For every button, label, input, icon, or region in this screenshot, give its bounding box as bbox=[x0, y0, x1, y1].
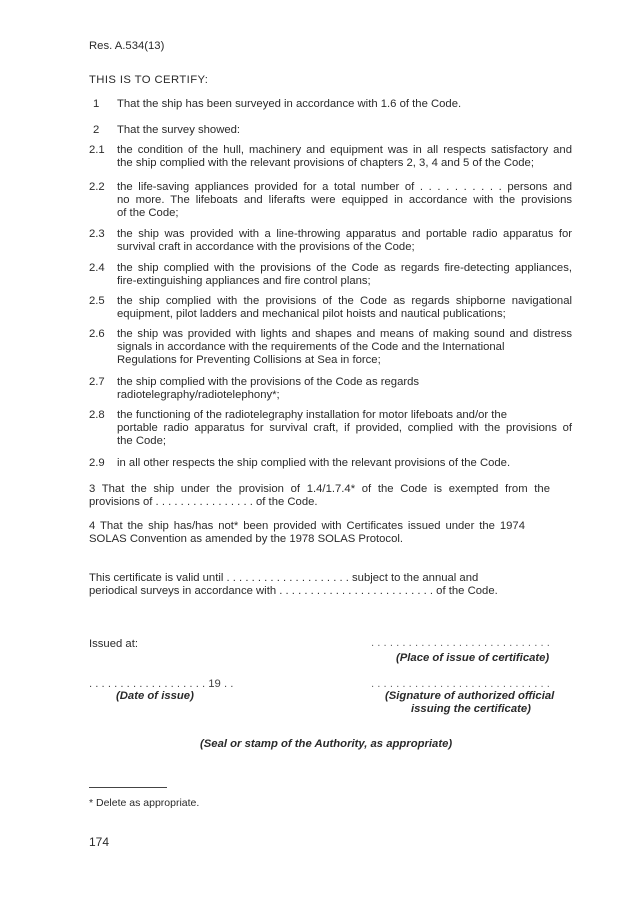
item-text: the life-saving appliances provided for a total number of . . . . . . . . . . persons and bbox=[117, 181, 572, 193]
item-text: the ship complied with the provisions of the Code as regards shipborne navigational bbox=[117, 295, 572, 307]
paragraph-line: SOLAS Convention as amended by the 1978 SOLAS Protocol. bbox=[89, 533, 403, 545]
footnote: * Delete as appropriate. bbox=[89, 797, 200, 809]
item-text: no more. The lifeboats and liferafts were equipped in accordance with the provisions bbox=[117, 194, 572, 206]
item-text: fire-extinguishing appliances and fire control plans; bbox=[117, 275, 371, 287]
seal-caption: (Seal or stamp of the Authority, as appropriate) bbox=[200, 738, 453, 750]
paragraph-line: 3 That the ship under the provision of 1.4/1.7.4* of the Code is exempted from the bbox=[89, 483, 550, 495]
item-text: of the Code; bbox=[117, 207, 179, 219]
paragraph-line: provisions of . . . . . . . . . . . . . . . . of the Code. bbox=[89, 496, 318, 508]
validity-paragraph bbox=[89, 572, 549, 598]
certify-heading: THIS IS TO CERTIFY: bbox=[89, 74, 209, 86]
page-number: 174 bbox=[89, 835, 110, 849]
item-text: survival craft in accordance with the provisions of the Code; bbox=[117, 241, 415, 253]
place-of-issue-caption: (Place of issue of certificate) bbox=[396, 652, 550, 664]
item-text: That the survey showed: bbox=[117, 124, 241, 136]
item-number: 2.7 bbox=[89, 376, 105, 388]
item-text: signals in accordance with the requirements of the Code and the International bbox=[117, 341, 505, 353]
item-text: the ship complied with the provisions of the Code as regards bbox=[117, 376, 420, 388]
signature-caption: issuing the certificate) bbox=[411, 703, 531, 715]
solas-paragraph bbox=[89, 520, 525, 546]
footnote-divider bbox=[89, 787, 167, 788]
paragraph-line: periodical surveys in accordance with . . . . . . . . . . . . . . . . . . . . . . . . . of the Code. bbox=[89, 585, 498, 597]
item-number: 2.5 bbox=[89, 295, 105, 307]
item-text: the Code; bbox=[117, 435, 166, 447]
item-text: the ship complied with the relevant provisions of chapters 2, 3, 4 and 5 of the Code; bbox=[117, 157, 534, 169]
item-text: the ship was provided with a line-throwing apparatus and portable radio apparatus for bbox=[117, 228, 572, 240]
exemption-paragraph bbox=[89, 483, 550, 509]
item-text: the functioning of the radiotelegraphy installation for motor lifeboats and/or the bbox=[117, 409, 507, 421]
item-number: 2.9 bbox=[89, 457, 105, 469]
item-text: the ship was provided with lights and shapes and means of making sound and distress bbox=[117, 328, 572, 340]
paragraph-line: 4 That the ship has/has not* been provided with Certificates issued under the 1974 bbox=[89, 520, 525, 532]
signature-field: . . . . . . . . . . . . . . . . . . . . . . . . . . . . . bbox=[371, 678, 550, 690]
item-text: radiotelegraphy/radiotelephony*; bbox=[117, 389, 280, 401]
issued-at-label: Issued at: bbox=[89, 638, 138, 650]
date-of-issue-caption: (Date of issue) bbox=[116, 690, 194, 702]
place-of-issue-field: . . . . . . . . . . . . . . . . . . . . . . . . . . . . . bbox=[371, 637, 550, 649]
resolution-reference: Res. A.534(13) bbox=[89, 40, 165, 52]
item-number: 2 bbox=[93, 124, 100, 136]
item-text: Regulations for Preventing Collisions at Sea in force; bbox=[117, 354, 381, 366]
date-of-issue-field: . . . . . . . . . . . . . . . . . . . 19 . . bbox=[89, 678, 234, 690]
item-number: 2.6 bbox=[89, 328, 105, 340]
item-text: in all other respects the ship complied with the relevant provisions of the Code. bbox=[117, 457, 511, 469]
item-text: the ship complied with the provisions of the Code as regards fire-detecting appliances, bbox=[117, 262, 572, 274]
item-text: That the ship has been surveyed in accordance with 1.6 of the Code. bbox=[117, 98, 462, 110]
item-number: 2.4 bbox=[89, 262, 105, 274]
signature-caption: (Signature of authorized official bbox=[385, 690, 555, 702]
item-number: 1 bbox=[93, 98, 100, 110]
item-text: equipment, pilot ladders and mechanical pilot hoists and nautical publications; bbox=[117, 308, 506, 320]
item-number: 2.1 bbox=[89, 144, 105, 156]
item-number: 2.8 bbox=[89, 409, 105, 421]
item-text: the condition of the hull, machinery and equipment was in all respects satisfactory and bbox=[117, 144, 572, 156]
item-number: 2.2 bbox=[89, 181, 105, 193]
item-number: 2.3 bbox=[89, 228, 105, 240]
paragraph-line: This certificate is valid until . . . . . . . . . . . . . . . . . . . . subject to the annual and bbox=[89, 572, 479, 584]
item-text: portable radio apparatus for survival craft, if provided, complied with the provisions of bbox=[117, 422, 572, 434]
